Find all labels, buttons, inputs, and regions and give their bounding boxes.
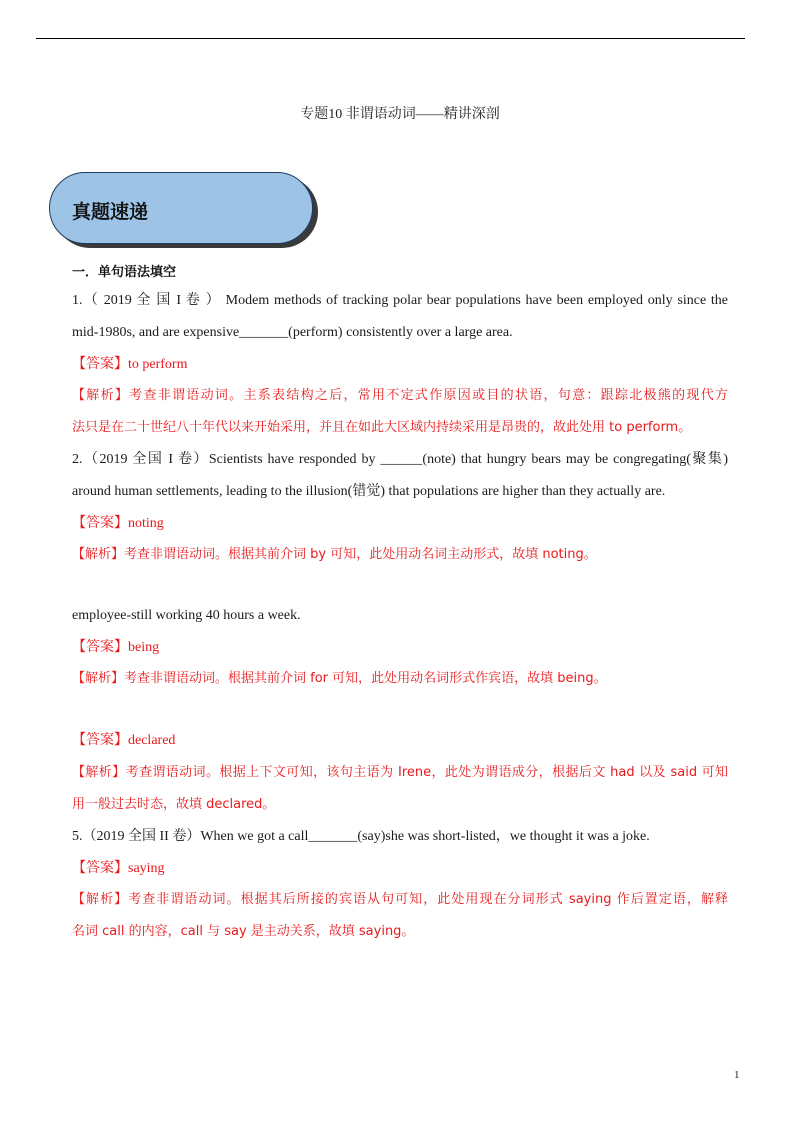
question-2-answer: 【答案】noting xyxy=(72,516,164,531)
question-3-answer: 【答案】being xyxy=(72,640,160,655)
document-title: 专题10 非谓语动词——精讲深剖 xyxy=(300,107,500,122)
section-heading: 一．单句语法填空 xyxy=(72,265,177,280)
question-4-explanation-line-2: 用一般过去时态，故填 declared。 xyxy=(72,797,276,812)
question-1-explanation-line-2: 法只是在二十世纪八十年代以来开始采用，并且在如此大区域内持续采用是昂贵的，故此处用 to perform。 xyxy=(72,420,692,435)
question-1-answer: 【答案】to perform xyxy=(72,357,188,372)
question-4-explanation-line-1: 【解析】考查谓语动词。根据上下文可知，该句主语为 Irene，此处为谓语成分，根据后文 had 以及 said 可知 xyxy=(72,765,728,780)
question-5-explanation-line-2: 名词 call 的内容，call 与 say 是主动关系，故填 saying。 xyxy=(72,924,415,939)
question-5-line-1: 5.（2019 全国 II 卷）When we got a call_______(say)she was short-listed，we thought it was a joke. xyxy=(72,829,650,844)
page-number: 1 xyxy=(734,1069,740,1081)
question-5-answer: 【答案】saying xyxy=(72,861,165,876)
question-3-line-2: employee-still working 40 hours a week. xyxy=(72,608,301,623)
question-2-line-2: around human settlements, leading to the illusion(错觉) that populations are higher than they actually are. xyxy=(72,484,666,499)
question-4-answer: 【答案】declared xyxy=(72,733,176,748)
question-3-explanation: 【解析】考查非谓语动词。根据其前介词 for 可知，此处用动名词形式作宾语，故填 being。 xyxy=(72,671,607,686)
banner-label: 真题速递 xyxy=(72,201,149,223)
question-2-explanation: 【解析】考查非谓语动词。根据其前介词 by 可知，此处用动名词主动形式，故填 noting。 xyxy=(72,547,597,562)
question-1-explanation-line-1: 【解析】考查非谓语动词。主系表结构之后，常用不定式作原因或目的状语，句意：跟踪北极熊的现代方 xyxy=(72,388,728,403)
question-5-explanation-line-1: 【解析】考查非谓语动词。根据其后所接的宾语从句可知，此处用现在分词形式 saying 作后置定语，解释 xyxy=(72,892,728,907)
question-2-line-1: 2.（2019 全国 I 卷）Scientists have responded by ______(note) that hungry bears may be congregating(聚集) xyxy=(72,452,728,467)
header-rule xyxy=(36,38,745,39)
section-banner xyxy=(49,172,313,244)
question-1-line-1: 1.（ 2019 全 国 I 卷 ） Modem methods of tracking polar bear populations have been employed only since the xyxy=(72,293,728,308)
question-1-line-2: mid-1980s, and are expensive_______(perform) consistently over a large area. xyxy=(72,325,513,340)
